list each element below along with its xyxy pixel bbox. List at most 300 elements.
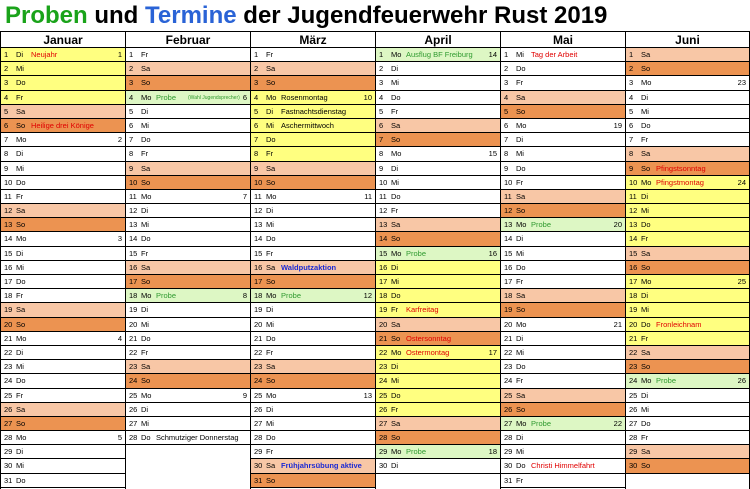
day-number: 12 — [504, 206, 513, 216]
day-cell — [126, 431, 250, 445]
day-cell — [626, 275, 749, 289]
day-cell — [376, 76, 500, 90]
month-column — [625, 32, 750, 489]
day-cell — [1, 318, 125, 332]
weekday: Do — [516, 262, 526, 272]
weekday: Sa — [141, 64, 151, 74]
weekday: Do — [516, 64, 526, 74]
week-number: 16 — [488, 248, 497, 258]
day-number: 23 — [254, 362, 263, 372]
day-number: 17 — [379, 277, 388, 286]
day-number: 4 — [629, 92, 634, 102]
day-cell — [251, 360, 375, 374]
day-cell — [1, 417, 125, 431]
day-cell — [1, 105, 125, 119]
weekday: Do — [141, 234, 151, 244]
day-cell — [126, 176, 250, 190]
day-number: 19 — [629, 305, 638, 315]
weekday: Mi — [16, 163, 24, 173]
day-number: 8 — [379, 149, 384, 159]
day-cell — [501, 62, 625, 76]
weekday: Mo — [16, 333, 27, 343]
day-cell — [501, 162, 625, 176]
week-number: 22 — [613, 418, 622, 428]
weekday: Sa — [266, 362, 276, 372]
day-cell — [126, 303, 250, 317]
day-number: 12 — [4, 206, 13, 216]
day-number: 4 — [129, 92, 134, 102]
weekday: Di — [641, 291, 649, 301]
day-number: 6 — [629, 120, 634, 130]
day-cell — [251, 289, 375, 303]
day-cell — [626, 289, 749, 303]
weekday: Mo — [391, 50, 402, 59]
weekday: Sa — [641, 50, 651, 59]
day-number: 22 — [254, 347, 263, 357]
day-cell — [501, 360, 625, 374]
event-label: Tag der Arbeit — [531, 50, 578, 59]
week-number: 2 — [117, 135, 122, 145]
day-number: 15 — [629, 248, 638, 258]
day-number: 22 — [4, 347, 13, 357]
day-number: 24 — [254, 376, 263, 386]
day-cell — [626, 48, 749, 62]
weekday: So — [391, 433, 401, 443]
day-cell — [251, 147, 375, 161]
day-cell — [626, 76, 749, 90]
day-number: 20 — [379, 319, 388, 329]
day-number: 23 — [379, 362, 388, 372]
weekday: Mi — [391, 277, 399, 286]
day-cell — [1, 76, 125, 90]
day-number: 18 — [254, 291, 263, 301]
weekday: Fr — [141, 248, 149, 258]
day-cell — [501, 289, 625, 303]
weekday: Mi — [391, 78, 399, 88]
day-cell — [376, 162, 500, 176]
week-number: 12 — [363, 291, 372, 301]
day-number: 10 — [4, 177, 13, 187]
event-label: Waldputzaktion — [281, 262, 337, 272]
weekday: Sa — [266, 262, 276, 272]
day-cell — [626, 232, 749, 246]
day-cell — [626, 162, 749, 176]
day-number: 11 — [379, 191, 387, 201]
weekday: Fr — [641, 433, 649, 443]
weekday: Sa — [266, 64, 276, 74]
weekday: Di — [266, 404, 274, 414]
weekday: Sa — [391, 120, 401, 130]
weekday: Di — [141, 106, 149, 116]
weekday: Mi — [641, 404, 649, 414]
day-number: 30 — [254, 461, 263, 471]
day-cell — [501, 261, 625, 275]
weekday: Mo — [516, 220, 527, 230]
weekday: So — [641, 362, 651, 372]
day-number: 24 — [504, 376, 513, 386]
day-cell — [251, 431, 375, 445]
day-cell — [501, 48, 625, 62]
day-number: 14 — [504, 234, 513, 244]
weekday: Mi — [266, 319, 274, 329]
day-cell — [1, 162, 125, 176]
weekday: So — [391, 234, 401, 244]
event-label: Rosenmontag — [281, 92, 328, 102]
day-number: 25 — [504, 390, 513, 400]
day-number: 1 — [629, 50, 634, 59]
day-number: 10 — [379, 177, 388, 187]
day-number: 19 — [254, 305, 263, 315]
day-cell — [376, 318, 500, 332]
day-cell — [251, 332, 375, 346]
day-number: 19 — [4, 305, 13, 315]
day-cell — [501, 133, 625, 147]
weekday: Do — [391, 191, 401, 201]
day-cell — [1, 403, 125, 417]
weekday: Mo — [16, 433, 27, 443]
week-number: 26 — [737, 376, 746, 386]
day-number: 15 — [254, 248, 263, 258]
day-cell — [626, 176, 749, 190]
day-number: 8 — [504, 149, 509, 159]
day-number: 13 — [629, 220, 638, 230]
weekday: Di — [141, 305, 149, 315]
day-cell — [376, 403, 500, 417]
day-number: 25 — [254, 390, 263, 400]
weekday: Sa — [266, 461, 276, 471]
weekday: Mo — [266, 92, 277, 102]
weekday: So — [266, 376, 276, 386]
weekday: Di — [516, 234, 524, 244]
day-cell — [501, 403, 625, 417]
week-number: 1 — [117, 50, 122, 59]
day-number: 29 — [504, 447, 513, 457]
day-cell — [1, 247, 125, 261]
day-number: 17 — [254, 277, 263, 286]
weekday: Do — [266, 333, 276, 343]
day-cell — [1, 275, 125, 289]
day-cell — [126, 332, 250, 346]
weekday: Mi — [16, 262, 24, 272]
day-cell — [376, 459, 500, 473]
day-number: 25 — [629, 390, 638, 400]
day-cell — [626, 374, 749, 388]
day-cell — [251, 62, 375, 76]
day-number: 23 — [129, 362, 138, 372]
day-cell — [126, 318, 250, 332]
weekday: Sa — [641, 248, 651, 258]
day-cell — [126, 119, 250, 133]
day-number: 16 — [504, 262, 513, 272]
day-cell — [251, 247, 375, 261]
day-number: 22 — [629, 347, 638, 357]
day-cell — [376, 247, 500, 261]
day-cell — [251, 218, 375, 232]
weekday: Mo — [391, 447, 402, 457]
day-number: 28 — [504, 433, 513, 443]
day-number: 15 — [379, 248, 388, 258]
day-cell — [251, 374, 375, 388]
day-cell — [626, 105, 749, 119]
day-cell — [251, 76, 375, 90]
weekday: Mi — [641, 305, 649, 315]
weekday: Di — [266, 305, 274, 315]
weekday: Fr — [266, 149, 274, 159]
weekday: Di — [16, 447, 24, 457]
day-number: 11 — [4, 191, 12, 201]
event-label: Probe — [531, 418, 552, 428]
day-cell — [501, 318, 625, 332]
weekday: Fr — [641, 135, 649, 145]
weekday: Mo — [641, 376, 652, 386]
day-number: 22 — [379, 347, 388, 357]
day-number: 1 — [379, 50, 384, 59]
weekday: Do — [16, 376, 26, 386]
day-number: 4 — [379, 92, 384, 102]
day-number: 29 — [254, 447, 263, 457]
event-label: Christi Himmelfahrt — [531, 461, 595, 471]
day-cell — [251, 417, 375, 431]
day-number: 10 — [254, 177, 263, 187]
weekday: Sa — [16, 305, 26, 315]
day-number: 25 — [129, 390, 138, 400]
day-number: 18 — [379, 291, 388, 301]
weekday: Di — [391, 64, 399, 74]
day-cell — [376, 431, 500, 445]
weekday: So — [641, 64, 651, 74]
day-cell — [1, 133, 125, 147]
event-label: Neujahr — [31, 50, 58, 59]
day-number: 6 — [129, 120, 134, 130]
day-cell — [501, 445, 625, 459]
day-cell — [376, 303, 500, 317]
day-cell — [376, 48, 500, 62]
day-number: 2 — [254, 64, 259, 74]
weekday: Do — [516, 163, 526, 173]
month-column — [250, 32, 375, 489]
weekday: So — [516, 404, 526, 414]
week-number: 4 — [117, 333, 122, 343]
day-number: 7 — [629, 135, 634, 145]
weekday: So — [141, 78, 151, 88]
weekday: Mo — [516, 120, 527, 130]
day-cell — [376, 445, 500, 459]
day-number: 29 — [4, 447, 13, 457]
day-number: 6 — [379, 120, 384, 130]
day-cell — [251, 389, 375, 403]
weekday: Do — [391, 92, 401, 102]
weekday: Fr — [516, 475, 524, 485]
weekday: Sa — [141, 262, 151, 272]
weekday: Fr — [391, 404, 399, 414]
day-cell — [501, 374, 625, 388]
day-number: 9 — [4, 163, 9, 173]
day-number: 28 — [379, 433, 388, 443]
day-number: 2 — [4, 64, 9, 74]
weekday: So — [391, 135, 401, 145]
day-cell — [376, 190, 500, 204]
day-number: 8 — [129, 149, 134, 159]
day-cell — [626, 204, 749, 218]
week-number: 19 — [613, 120, 622, 130]
weekday: Di — [141, 206, 149, 216]
day-cell — [1, 62, 125, 76]
day-cell — [501, 247, 625, 261]
weekday: Fr — [266, 447, 274, 457]
day-cell — [626, 133, 749, 147]
week-number: 10 — [363, 92, 372, 102]
day-cell — [626, 417, 749, 431]
weekday: So — [641, 262, 651, 272]
day-number: 20 — [504, 319, 513, 329]
weekday: Sa — [16, 404, 26, 414]
weekday: Mi — [266, 220, 274, 230]
weekday: So — [641, 461, 651, 471]
day-number: 1 — [4, 50, 9, 59]
day-cell — [501, 105, 625, 119]
weekday: Do — [641, 418, 651, 428]
weekday: Fr — [266, 50, 274, 59]
day-number: 4 — [504, 92, 509, 102]
day-cell — [626, 318, 749, 332]
weekday: So — [516, 206, 526, 216]
weekday: Mi — [516, 447, 524, 457]
event-label: Pfingstmontag — [656, 177, 704, 187]
day-cell — [376, 133, 500, 147]
day-cell — [1, 232, 125, 246]
month-header: Juni — [626, 32, 749, 48]
weekday: Di — [391, 461, 399, 471]
weekday: Di — [391, 362, 399, 372]
weekday: Mo — [266, 390, 277, 400]
weekday: Sa — [266, 163, 276, 173]
day-cell — [126, 403, 250, 417]
day-number: 26 — [379, 404, 388, 414]
month-header: April — [376, 32, 500, 48]
title-part-und: und — [87, 2, 146, 29]
weekday: Mo — [391, 347, 402, 357]
day-number: 11 — [629, 191, 637, 201]
day-cell — [126, 48, 250, 62]
day-number: 2 — [379, 64, 384, 74]
weekday: Mo — [141, 291, 152, 301]
day-cell — [1, 431, 125, 445]
day-cell — [501, 332, 625, 346]
day-cell — [1, 190, 125, 204]
weekday: Fr — [641, 333, 649, 343]
day-number: 25 — [4, 390, 13, 400]
week-number: 11 — [364, 191, 372, 201]
day-number: 28 — [254, 433, 263, 443]
weekday: Do — [391, 390, 401, 400]
day-cell — [251, 48, 375, 62]
weekday: Fr — [516, 376, 524, 386]
weekday: Do — [641, 319, 651, 329]
event-label: Probe — [156, 291, 177, 301]
day-cell — [126, 417, 250, 431]
day-number: 9 — [629, 163, 634, 173]
day-number: 3 — [379, 78, 384, 88]
weekday: So — [641, 163, 651, 173]
day-number: 9 — [254, 163, 259, 173]
day-number: 10 — [504, 177, 513, 187]
day-number: 7 — [4, 135, 9, 145]
day-cell — [126, 346, 250, 360]
weekday: So — [266, 78, 276, 88]
day-number: 31 — [254, 475, 263, 485]
day-cell — [501, 417, 625, 431]
day-number: 5 — [629, 106, 634, 116]
day-number: 13 — [4, 220, 13, 230]
day-cell — [1, 459, 125, 473]
day-cell — [626, 389, 749, 403]
weekday: Mi — [141, 120, 149, 130]
day-cell — [251, 261, 375, 275]
day-cell — [626, 459, 749, 473]
day-number: 17 — [629, 277, 638, 286]
weekday: So — [516, 106, 526, 116]
day-cell — [1, 261, 125, 275]
day-number: 27 — [129, 418, 138, 428]
day-number: 15 — [129, 248, 138, 258]
day-number: 10 — [629, 177, 638, 187]
day-cell — [626, 431, 749, 445]
day-number: 24 — [379, 376, 388, 386]
weekday: So — [16, 120, 26, 130]
event-note: (Wahl Jugendsprecher) — [188, 94, 240, 101]
day-cell — [501, 218, 625, 232]
day-cell — [1, 91, 125, 105]
weekday: Sa — [641, 447, 651, 457]
day-number: 18 — [129, 291, 138, 301]
day-number: 26 — [129, 404, 138, 414]
day-cell — [251, 445, 375, 459]
day-cell — [251, 474, 375, 488]
weekday: Sa — [391, 418, 401, 428]
weekday: So — [516, 305, 526, 315]
week-number: 21 — [613, 319, 622, 329]
day-cell — [1, 374, 125, 388]
weekday: Mo — [141, 390, 152, 400]
day-number: 5 — [129, 106, 134, 116]
day-cell — [251, 204, 375, 218]
day-cell — [251, 318, 375, 332]
day-cell — [126, 162, 250, 176]
week-number: 9 — [242, 390, 247, 400]
weekday: Mo — [266, 191, 277, 201]
day-number: 7 — [504, 135, 509, 145]
day-cell — [376, 360, 500, 374]
day-number: 25 — [379, 390, 388, 400]
day-cell — [501, 431, 625, 445]
day-number: 5 — [379, 106, 384, 116]
day-cell — [626, 445, 749, 459]
event-label: Heilige drei Könige — [31, 120, 94, 130]
weekday: Mo — [516, 319, 527, 329]
day-number: 22 — [504, 347, 513, 357]
day-cell — [126, 76, 250, 90]
day-number: 23 — [629, 362, 638, 372]
weekday: Do — [16, 177, 26, 187]
day-cell — [1, 204, 125, 218]
day-cell — [251, 162, 375, 176]
day-number: 18 — [4, 291, 13, 301]
day-number: 16 — [129, 262, 138, 272]
day-cell — [126, 133, 250, 147]
day-cell — [626, 91, 749, 105]
weekday: So — [16, 220, 26, 230]
weekday: Fr — [16, 92, 24, 102]
